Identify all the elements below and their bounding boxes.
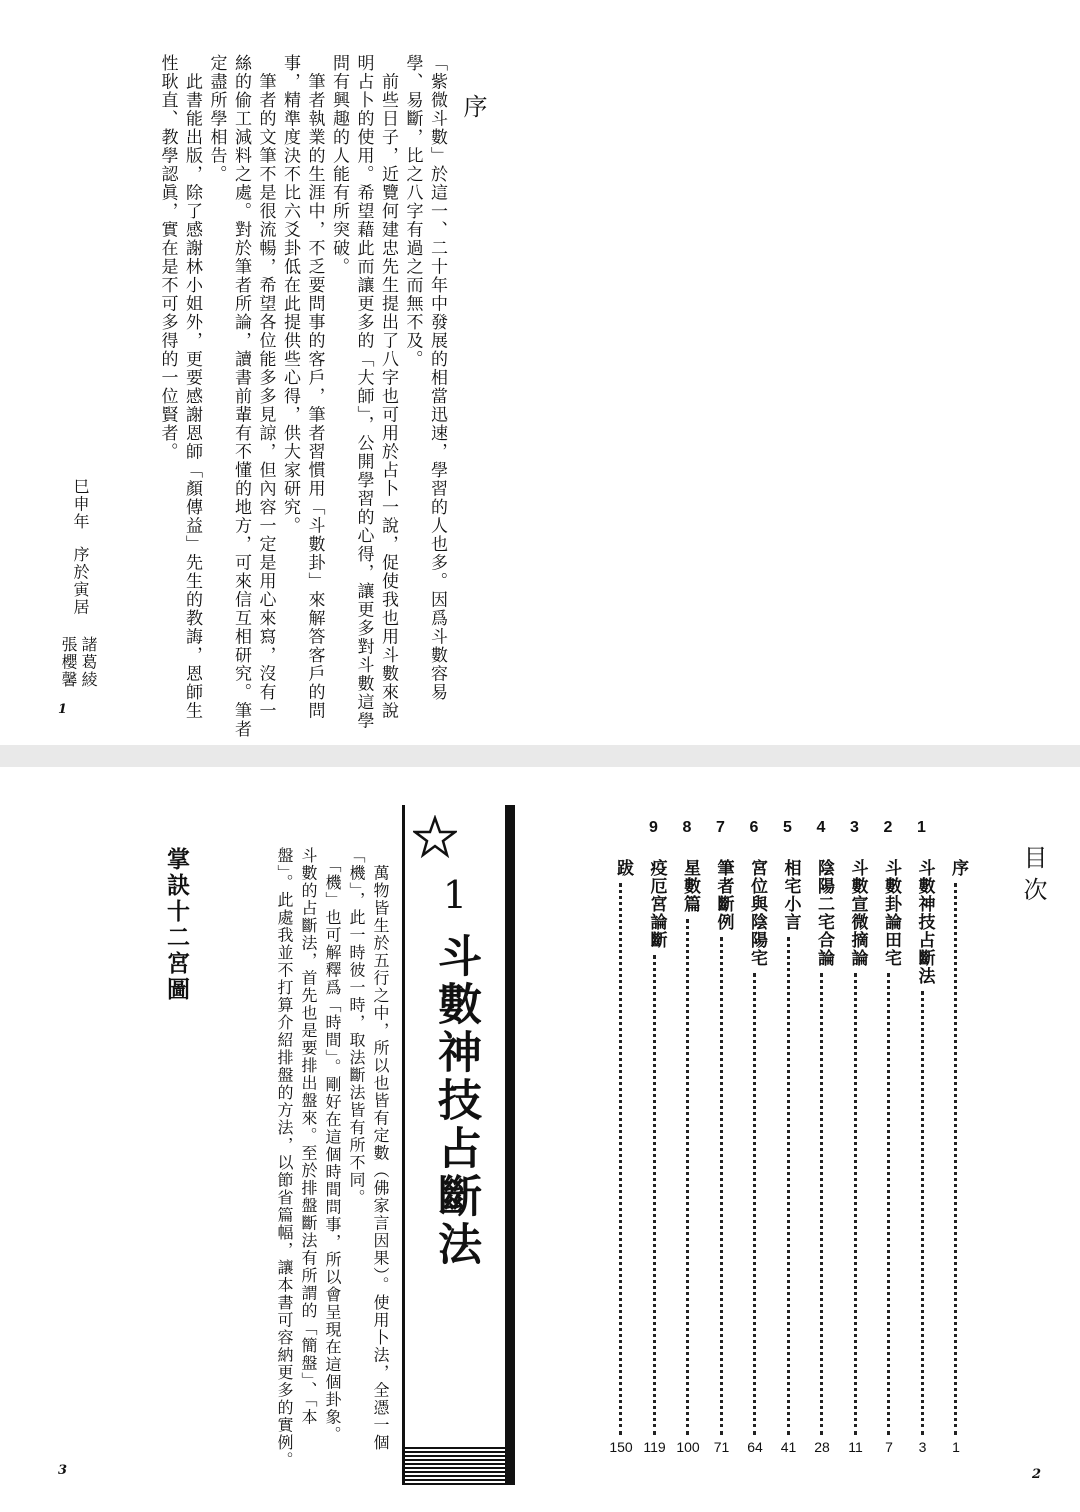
preface-line: 學、易斷，比之八字有過之而無不及。 (402, 54, 423, 369)
toc-item-title: 斗數卦論田宅 (881, 859, 901, 967)
toc-item-page: 28 (814, 1439, 830, 1455)
preface-line: 前些日子，近覽何建忠先生提出了八字也可用於占卜一說，促使我也用斗數來說 (378, 54, 398, 720)
toc-item-title: 疫厄宮論斷 (646, 859, 667, 949)
toc-item-page: 7 (885, 1439, 893, 1455)
signature-year: 巳申年 (71, 478, 90, 531)
chapter-line: 萬物皆生於五行之中，所以也皆有定數（佛家言因果）。使用卜法，全憑一個 (371, 847, 390, 1452)
toc-item-title: 跋 (613, 859, 633, 877)
star-icon (413, 815, 457, 859)
chapter-number: 1 (442, 873, 468, 917)
signature-place: 序於寅居 (71, 546, 90, 616)
toc-leader-dots (854, 973, 857, 1435)
toc-leader-dots (921, 991, 924, 1435)
preface-line: 此書能出版，除了感謝林小姐外，更要感謝恩師「顏傳益」先生的教誨，恩師生 (182, 54, 202, 720)
preface-heading: 序 (459, 94, 487, 118)
chapter-line: 「機」，此一時彼一時，取法斷法皆有所不同。 (347, 847, 366, 1207)
preface-line: 問有興趣的人能有所突破。 (329, 54, 349, 276)
toc-item-title: 宮位與陰陽宅 (747, 859, 767, 967)
toc-item-page: 150 (609, 1439, 633, 1455)
toc-item-number: 8 (682, 819, 692, 836)
toc-item-number: 3 (850, 819, 859, 836)
toc-item-number: 9 (649, 819, 658, 836)
toc-item-page: 1 (952, 1439, 960, 1455)
chapter-line: 盤」。此處我並不打算介紹排盤的方法，以節省篇幅，讓本書可容納更多的實例。 (275, 847, 294, 1469)
author-name: 諸葛綾 (79, 636, 98, 689)
preface-line: 筆者的文筆不是很流暢，希望各位能多多見諒，但內容一定是用心來寫，沒有一 (255, 54, 276, 720)
preface-line: 絲的偷工減料之處。對於筆者所論，讀書前輩有不懂的地方，可來信互相研究。筆者 (231, 54, 251, 739)
toc-leader-dots (820, 973, 823, 1435)
toc-leader-dots (720, 937, 723, 1435)
toc-item-number: 5 (783, 819, 792, 836)
toc-item-page: 11 (848, 1439, 863, 1455)
toc-item-number: 1 (917, 819, 926, 836)
author-name-2: 張櫻馨 (59, 636, 78, 689)
toc-item-page: 64 (747, 1439, 763, 1455)
toc-item-title: 筆者斷例 (713, 859, 734, 931)
toc-item-title: 星數篇 (680, 859, 700, 913)
toc-leader-dots (887, 973, 890, 1435)
toc-leader-dots (686, 919, 689, 1435)
toc-item-title: 陰陽二宅合論 (814, 859, 834, 967)
preface-line: 性耿直、教學認眞，實在是不可多得的一位賢者。 (157, 54, 178, 461)
toc-item-title: 斗數神技占斷法 (914, 859, 935, 985)
toc-item-title: 相宅小言 (780, 859, 801, 931)
toc-leader-dots (954, 883, 957, 1435)
preface-line: 「紫微斗數」於這一、二十年中發展的相當迅速，學習的人也多。因爲斗數容易 (427, 54, 447, 702)
preface-page (0, 0, 1080, 745)
preface-line: 筆者執業的生涯中，不乏要問事的客戶，筆者習慣用「斗數卦」來解答客戶的問 (304, 54, 325, 720)
chapter-title: 斗數神技占斷法 (430, 933, 481, 1269)
page-number-1: 1 (58, 702, 68, 717)
chapter-banner (402, 805, 509, 1485)
toc-item-number: 6 (749, 819, 759, 836)
toc-leader-dots (787, 937, 790, 1435)
toc-item-page: 3 (918, 1439, 927, 1455)
section-title: 掌訣十二宮圖 (163, 847, 190, 1003)
banner-stripes (405, 1447, 505, 1485)
toc-item-page: 41 (780, 1439, 797, 1455)
preface-line: 定盡所學相告。 (206, 54, 227, 184)
toc-item-number: 7 (716, 819, 725, 836)
toc-leader-dots (619, 883, 622, 1435)
page-number-2: 2 (1032, 1467, 1042, 1482)
toc-leader-dots (653, 955, 656, 1435)
toc-item-title: 序 (948, 859, 968, 877)
preface-line: 明占卜的使用。希望藉此而讓更多的「大師」，公開學習的心得，讓更多對斗數這學 (353, 54, 374, 730)
toc-item-page: 119 (643, 1439, 666, 1455)
preface-line: 事，精準度決不比六爻卦低在此提供些心得，供大家研究。 (280, 54, 300, 535)
spread-page (0, 767, 1080, 1512)
toc-item-number: 4 (816, 819, 826, 836)
chapter-line: 「機」也可解釋爲「時間」。剛好在這個時間問事，所以會呈現在這個卦象。 (323, 847, 342, 1444)
toc-item-title: 斗數宣微摘論 (847, 859, 868, 967)
toc-item-number: 2 (883, 819, 893, 836)
page-number-3: 3 (58, 1463, 68, 1478)
toc-item-page: 71 (713, 1439, 730, 1455)
toc-heading: 目次 (1019, 845, 1047, 909)
chapter-line: 斗數的占斷法，首先也是要排出盤來。至於排盤斷法有所謂的「簡盤」、「本 (299, 847, 318, 1426)
toc-leader-dots (753, 973, 756, 1435)
toc-item-page: 100 (676, 1439, 700, 1455)
